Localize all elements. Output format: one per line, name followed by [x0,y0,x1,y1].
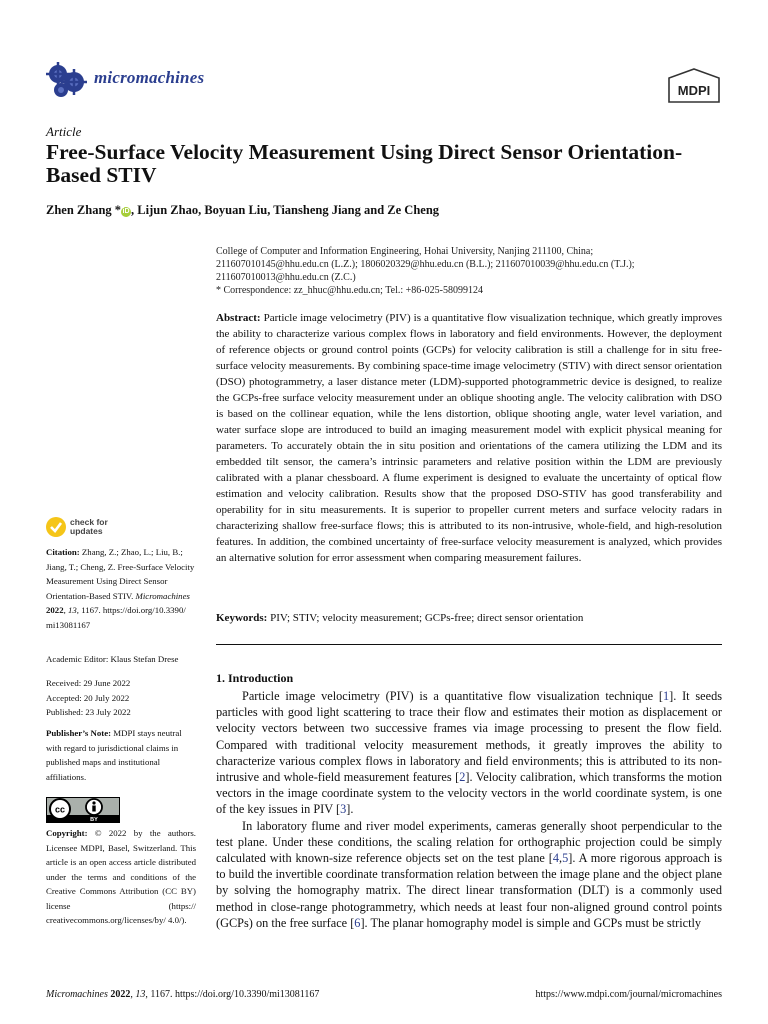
article-type: Article [46,124,82,139]
affiliation-block [216,245,716,297]
affiliation-line: 211607010145@hhu.edu.cn (L.Z.); 1806020329@hhu.edu.cn (B.L.); 211607010039@hhu.edu.cn (T.J.); [216,259,635,270]
footer-volume: 13 [135,989,146,1000]
accepted-date: Accepted: 20 July 2022 [46,692,130,703]
received-date: Received: 29 June 2022 [46,678,131,688]
reference-link[interactable]: 3 [340,802,347,817]
reference-link[interactable]: 4 [552,851,559,866]
footer-journal-url[interactable]: https://www.mdpi.com/journal/micromachines [535,989,722,1000]
publisher-note-text: MDPI stays neutral with regard to jurisdictional claims in published maps and institutional affiliations. [46,728,182,782]
footer-year: 2022 [110,989,131,1000]
svg-text:BY: BY [90,817,98,823]
mdpi-logo-icon[interactable] [667,68,721,104]
citation-text: Zhang, Z.; Zhao, L.; Liu, B.; Jiang, T.; Cheng, Z. Free-Surface Velocity Measurement Using Direct Sensor Orientation-Based STIV. [46,547,195,601]
citation-block: Citation: Zhang, Z.; Zhao, L.; Liu, B.; Jiang, T.; Cheng, Z. Free-Surface Velocity Measurement Using Direct Sensor Orientation-Based STIV. Micromachines 2022, 13, 1167. https://doi.org/10.3390/ mi13081167 [46,547,195,630]
correspondence: * Correspondence: zz_hhuc@hhu.edu.cn; Tel.: +86-025-58099124 [216,285,483,296]
abstract [216,310,722,566]
keywords-text: PIV; STIV; velocity measurement; GCPs-free; direct sensor orientation [270,612,584,624]
introduction-body [216,688,722,931]
check-line-1: check for [70,517,108,527]
journal-name: micromachines [94,68,205,87]
footer-citation: Micromachines 2022, 13, 1167. https://doi.org/10.3390/mi13081167 [46,989,320,1000]
section-divider [216,644,722,645]
reference-link[interactable]: 2 [459,770,466,785]
reference-link[interactable]: 6 [354,915,361,930]
check-line-2: updates [70,526,103,536]
copyright-text: © 2022 by the authors. Licensee MDPI, Basel, Switzerland. This article is an open access article distributed under the terms and conditions of the Creative Commons Attribution (CC BY) license (https:// creativecommons.org/licenses/by/ 4.0/). [46,828,196,925]
author-list [46,203,439,218]
abstract-label: Abstract: [216,312,261,324]
check-for-updates-icon[interactable] [46,516,66,538]
publisher-note [46,726,196,784]
published-date: Published: 23 July 2022 [46,707,131,717]
author-rest: , Lijun Zhao, Boyuan Liu, Tiansheng Jiang and Ze Cheng [131,203,440,217]
footer-journal: Micromachines [46,989,108,1000]
citation-year: 2022 [46,605,64,615]
paragraph: Particle image velocimetry (PIV) is a quantitative flow visualization technique [1]. It seeds particles with good light scattering to trace their flow and estimates their motion as displacement or velocity vectors between two successive frames via image processing to present the flow field. Compared with traditional velocity measurement methods, it greatly improves the ability to characterize various complex flows in laboratory and field environments; this is attributed to its non-intrusive and whole-field measurement features [2]. Velocity calibration, which transforms the motion vectors in the image coordinate system to the velocity vectors in the world coordinate system, is one of the key issues in PIV [3]. [216,689,723,817]
section-heading: 1. Introduction [216,671,294,685]
keywords-label: Keywords: [216,612,268,624]
citation-journal: Micromachines [135,590,190,601]
orcid-icon[interactable]: iD [122,208,130,215]
article-title: Free-Surface Velocity Measurement Using Direct Sensor Orientation-Based STIV [46,140,683,187]
author-first: Zhen Zhang * [46,203,122,217]
affiliation-line: College of Computer and Information Engineering, Hohai University, Nanjing 211100, China; [216,246,594,257]
copyright-block [46,826,196,928]
academic-editor: Academic Editor: Klaus Stefan Drese [46,654,179,664]
citation-pages[interactable]: , 1167. https://doi.org/10.3390/ mi13081167 [46,605,186,630]
mdpi-logo-text: MDPI [677,83,711,98]
publication-dates [46,676,196,720]
check-for-updates-label[interactable] [70,518,108,536]
cc-by-license-icon[interactable] [46,797,120,823]
citation-label: Citation: [46,547,80,557]
svg-text:cc: cc [54,804,66,815]
affiliation-line: 211607010013@hhu.edu.cn (Z.C.) [216,272,356,283]
copyright-label: Copyright: [46,828,88,838]
abstract-text: Particle image velocimetry (PIV) is a quantitative flow visualization technique, which greatly improves the ability to characterize various complex flows in laboratory and field environments. However, the deployment of reference objects or ground control points (GCPs) for velocity calibration is still a challenge for in situ free-surface velocity measurements. By combining space-time image velocimetry (STIV) with direct sensor orientation (DSO) photogrammetry, a laser distance meter (LDM)-supported photogrammetric device is designed, to realize the GCPs-free surface velocity measurement under an oblique shooting angle. The velocity calibration with DSO is based on the collinear equation, while the lens distortion, oblique shooting angle, water level variation, and water surface slope are introduced to build an imaging measurement model with explicit physical meaning for parameters. To accurately obtain the in situ position and orientations of the camera utilizing the LDM and its embedded tilt sensor, the camera’s intrinsic parameters and relative position within the LDM are previously calibrated with a planar chessboard. A flume experiment is designed to evaluate the uncertainty of optical flow estimation and velocity calibration. Results show that the proposed DSO-STIV has good transferability and operability for in situ measurements. It is superior to propeller current meters and surface velocity radars in characterizing shallow free-surface flows; this is attributed to its non-intrusive, whole-field, and high-resolution features. In addition, the combined uncertainty of free-surface velocity measurement is analyzed, which provides an alternative solution for error assessment when comparing measurement failures. [216,312,722,564]
micromachines-logo-icon [44,60,90,100]
citation-volume: 13 [68,605,77,615]
reference-link[interactable]: 5 [562,851,569,866]
paragraph: In laboratory flume and river model experiments, cameras generally shoot perpendicular to the test plane. Under these conditions, the scaling relation for orthographic projection could be simply calculated with known-size reference objects set on the test plane [4,5]. A more rigorous approach is to build the invertible coordinate transformation relation between the image plane and the object plane by solving the homography matrix. The direct linear transformation (DLT) is a commonly used method in close-range photogrammetry, which needs at least four non-aligned ground control points (GCPs) on the free surface [6]. The planar homography model is simple and GCPs must be strictly [216,818,722,930]
footer-doi[interactable]: , 1167. https://doi.org/10.3390/mi13081167 [145,989,320,1000]
publisher-note-label: Publisher’s Note: [46,728,112,738]
keywords [216,611,722,626]
reference-link[interactable]: 1 [663,689,670,703]
